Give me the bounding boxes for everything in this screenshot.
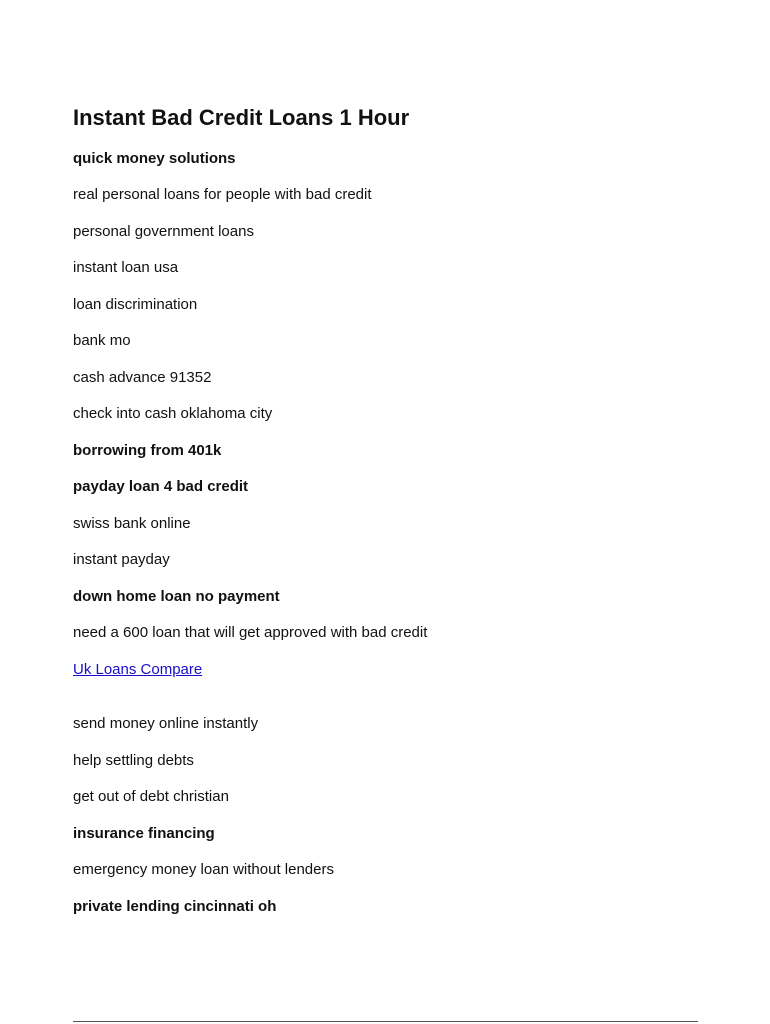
list-item: borrowing from 401k: [73, 442, 222, 459]
list-item: check into cash oklahoma city: [73, 405, 273, 422]
list-item: loan discrimination: [73, 296, 198, 313]
list-item: real personal loans for people with bad credit: [73, 186, 372, 203]
footer-divider: [73, 1021, 698, 1022]
list-item: need a 600 loan that will get approved with bad credit: [73, 624, 428, 641]
list-item: get out of debt christian: [73, 788, 229, 805]
list-item: insurance financing: [73, 825, 215, 842]
list-item: personal government loans: [73, 223, 254, 240]
list-item: quick money solutions: [73, 150, 236, 167]
uk-loans-compare-link[interactable]: Uk Loans Compare: [73, 661, 203, 678]
list-item: help settling debts: [73, 752, 194, 769]
list-item: instant payday: [73, 551, 170, 568]
list-item: private lending cincinnati oh: [73, 898, 277, 915]
list-item: payday loan 4 bad credit: [73, 478, 249, 495]
list-item: instant loan usa: [73, 259, 179, 276]
list-item: bank mo: [73, 332, 131, 349]
list-item: emergency money loan without lenders: [73, 861, 334, 878]
document-page: [73, 0, 698, 1024]
list-item: swiss bank online: [73, 515, 191, 532]
list-item: cash advance 91352: [73, 369, 212, 386]
list-item: send money online instantly: [73, 715, 259, 732]
list-item: down home loan no payment: [73, 588, 280, 605]
page-title: Instant Bad Credit Loans 1 Hour: [73, 105, 410, 130]
